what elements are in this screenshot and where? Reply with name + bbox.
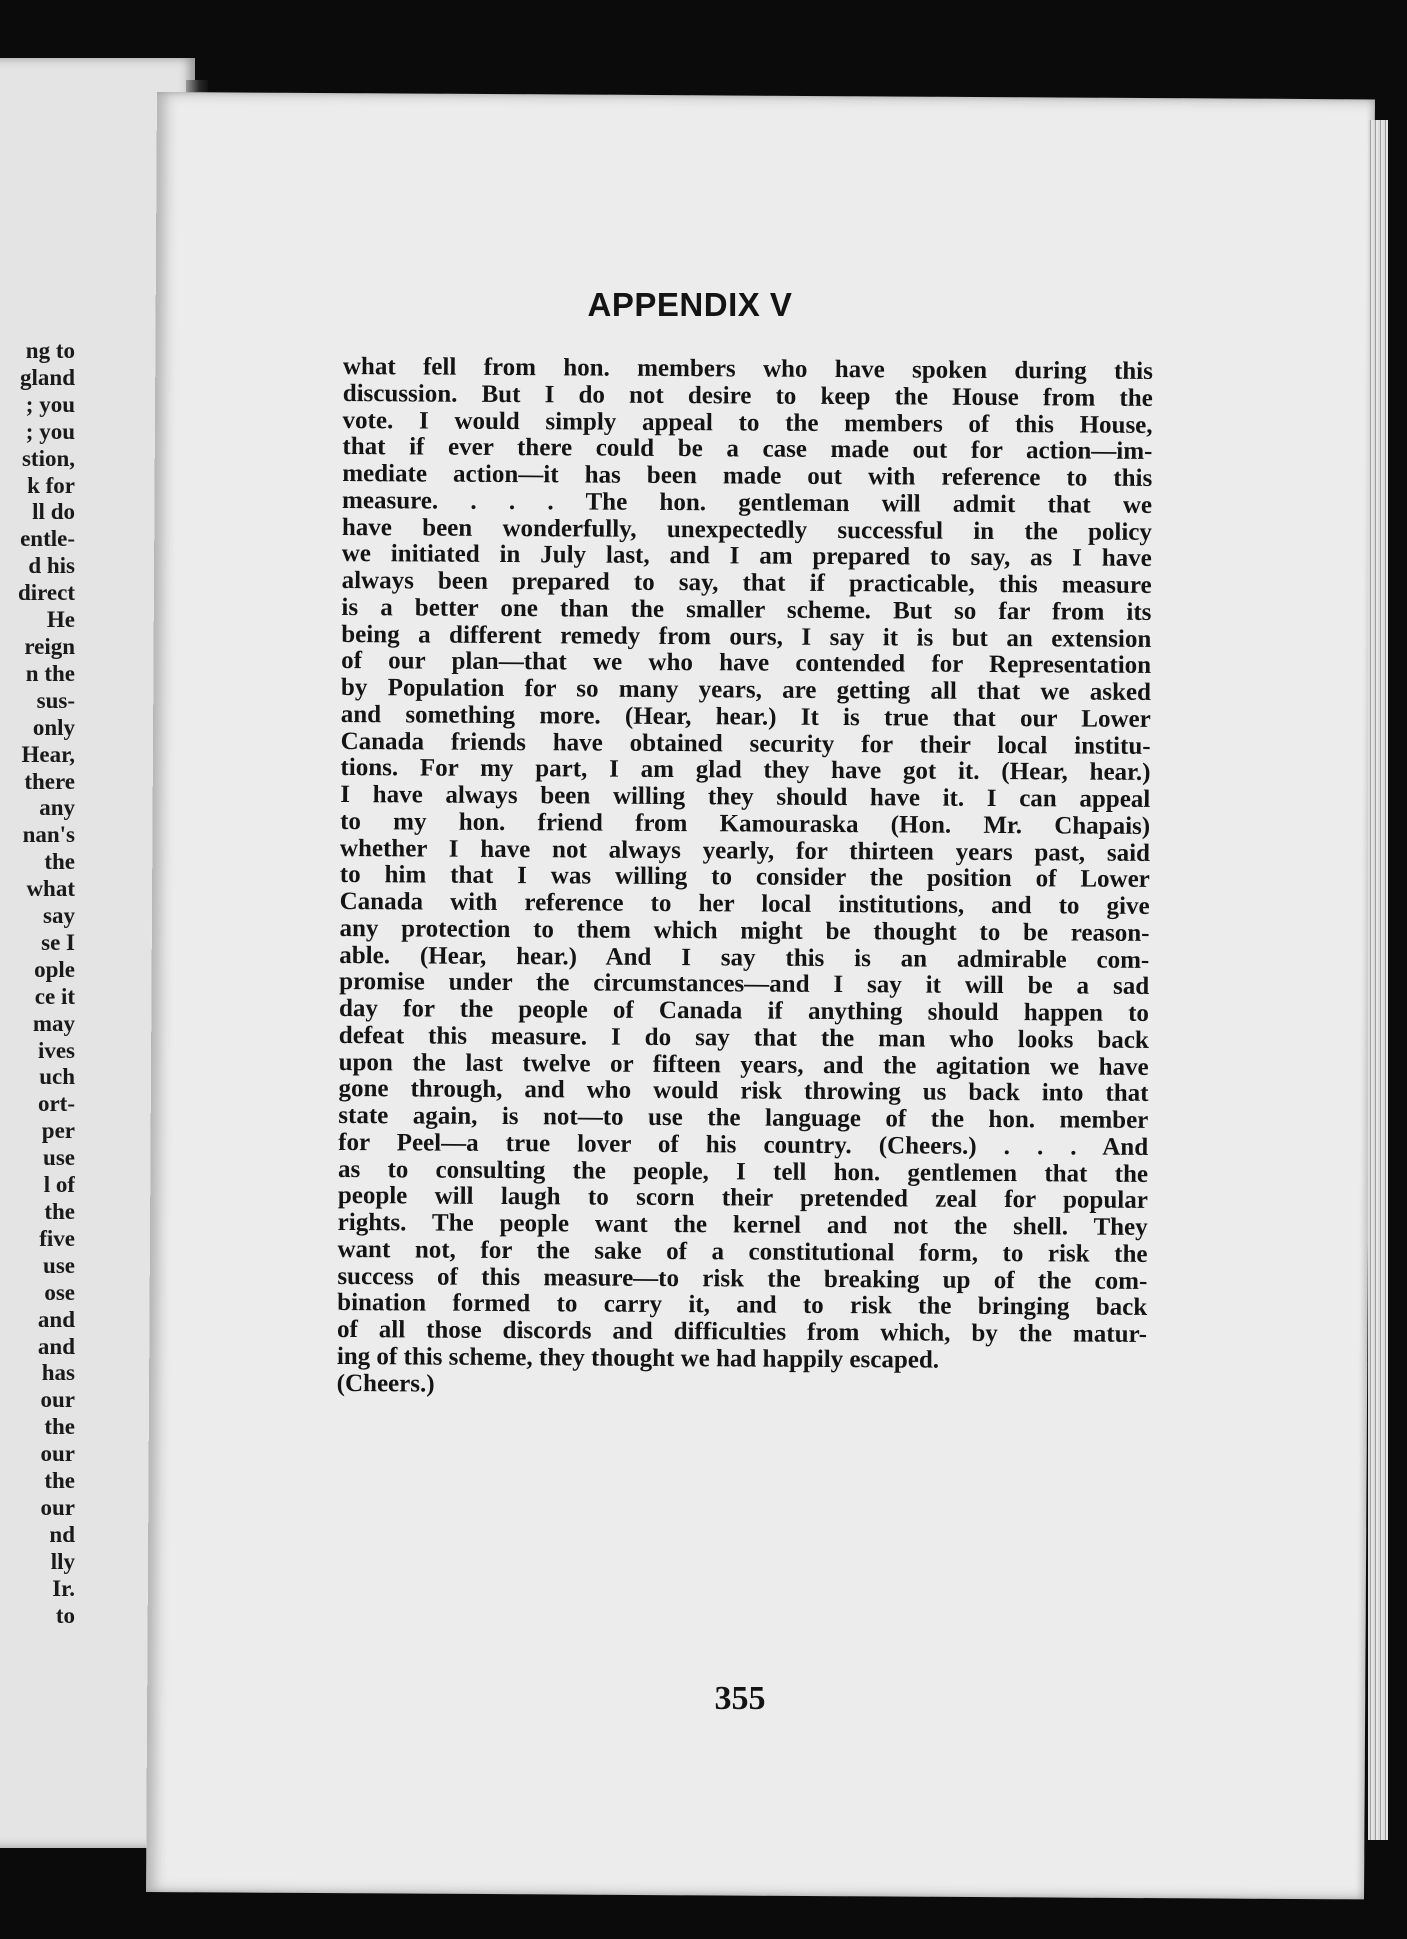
text-line: of our plan—that we who have contended for Representation (341, 647, 1152, 680)
left-page-line: Ir. (52, 1575, 75, 1601)
text-line: able. (Hear, hear.) And I say this is an admirable com- (339, 941, 1150, 974)
left-page-line: may (32, 1010, 75, 1036)
running-head: APPENDIX V (587, 286, 793, 323)
left-page-line: He (46, 607, 75, 633)
left-page-line: lly (50, 1548, 75, 1574)
text-line: day for the people of Canada if anything should happen to (338, 994, 1150, 1027)
text-line: measure. . . . The hon. gentleman will admit that we (342, 486, 1153, 519)
left-page-line: direct (17, 580, 75, 606)
text-line: we initiated in July last, and I am prepared to say, as I have (341, 540, 1152, 573)
left-page-line: ng to (25, 338, 75, 363)
text-line: ing of this scheme, they thought we had happily escaped. (336, 1342, 940, 1374)
left-page-line: to (55, 1602, 75, 1628)
left-page-line: our (40, 1387, 75, 1413)
left-page-line: ll do (32, 499, 75, 525)
text-line: promise under the circumstances—and I say it will be a sad (339, 968, 1150, 1001)
left-page-text (0, 338, 75, 1630)
text-line: success of this measure—to risk the breaking up of the com- (337, 1262, 1148, 1295)
left-page-line: l of (43, 1172, 75, 1198)
text-line: discussion. But I do not desire to keep the House from the (342, 379, 1153, 412)
text-line: is a better one than the smaller scheme. But so far from its (341, 593, 1152, 626)
text-line: any protection to them which might be thought to be reason- (339, 914, 1150, 947)
text-line: for Peel—a true lover of his country. (Cheers.) . . . And (338, 1128, 1149, 1161)
text-line: that if ever there could be a case made out for action—im- (342, 433, 1153, 466)
text-line: Canada friends have obtained security for their local institu- (340, 727, 1151, 760)
left-page-line: use (43, 1252, 75, 1278)
text-line: rights. The people want the kernel and not the shell. They (337, 1208, 1148, 1241)
text-line: have been wonderfully, unexpectedly successful in the policy (341, 513, 1153, 546)
text-line: state again, is not—to use the language of the hon. member (338, 1101, 1149, 1134)
text-line: gone through, and who would risk throwing us back into that (338, 1075, 1149, 1108)
text-line: (Cheers.) (336, 1369, 435, 1398)
left-page-line: Hear, (21, 741, 75, 767)
left-page-line: sus- (36, 687, 75, 713)
text-line: I have always been willing they should have it. I can appeal (340, 780, 1151, 813)
left-page-line: has (41, 1360, 75, 1386)
left-page-line: ort- (37, 1091, 75, 1117)
text-line: tions. For my part, I am glad they have got it. (Hear, hear.) (340, 754, 1151, 787)
page-number: 355 (714, 1680, 766, 1717)
left-page-line: and (37, 1333, 75, 1359)
left-page-line: gland (20, 364, 75, 390)
text-line: whether I have not always yearly, for thirteen years past, said (339, 834, 1151, 867)
left-page-line: our (40, 1441, 75, 1467)
left-page-line: what (26, 876, 75, 902)
page-edge-stack (1368, 120, 1388, 1840)
left-page-line: reign (24, 633, 75, 659)
left-page-line: the (44, 1414, 75, 1440)
left-page-line: ople (34, 956, 75, 982)
left-page-line: there (24, 768, 75, 794)
left-page-line: our (40, 1494, 75, 1520)
left-page-line: five (39, 1225, 75, 1251)
left-page-line: ose (44, 1279, 75, 1305)
left-page-line: and (37, 1306, 75, 1332)
left-page-line: say (43, 903, 75, 929)
text-line: defeat this measure. I do say that the man who looks back (338, 1021, 1149, 1054)
text-line: mediate action—it has been made out with reference to this (342, 459, 1153, 492)
text-line: as to consulting the people, I tell hon. gentlemen that the (337, 1155, 1149, 1188)
text-line: what fell from hon. members who have spoken during this (342, 353, 1153, 385)
left-page-line: the (44, 1468, 75, 1494)
text-line: always been prepared to say, that if practicable, this measure (341, 566, 1152, 599)
left-page-line: ; you (25, 391, 75, 417)
left-page-line: ce it (34, 983, 75, 1009)
left-page-line: k for (27, 472, 75, 498)
text-line: upon the last twelve or fifteen years, and the agitation we have (338, 1048, 1149, 1081)
left-page-line: stion, (21, 445, 75, 471)
left-page-line: ives (37, 1037, 75, 1063)
left-page-line: se I (41, 929, 75, 955)
text-line: people will laugh to scorn their pretended zeal for popular (337, 1182, 1148, 1215)
left-page-line: d his (28, 553, 75, 579)
text-line: by Population for so many years, are getting all that we asked (340, 673, 1152, 706)
body-text (337, 354, 1153, 1402)
left-page-line: the (44, 849, 75, 875)
text-line: of all those discords and difficulties from which, by the matur- (336, 1315, 1148, 1348)
left-page-line: any (39, 795, 75, 821)
text-line: want not, for the sake of a constitutional form, to risk the (337, 1235, 1148, 1268)
left-page-line: uch (39, 1064, 75, 1090)
left-page-line: nan's (22, 822, 75, 848)
left-page-line: ; you (25, 418, 75, 444)
text-line: to my hon. friend from Kamouraska (Hon. Mr. Chapais) (340, 807, 1151, 840)
left-page-line: the (44, 1199, 75, 1224)
left-page-line: n the (25, 660, 75, 686)
left-page-line: nd (49, 1521, 75, 1547)
text-line: bination formed to carry it, and to risk the bringing back (337, 1289, 1148, 1322)
text-line: Canada with reference to her local institutions, and to give (339, 887, 1150, 920)
left-page-line: only (32, 714, 75, 740)
text-line: and something more. (Hear, hear.) It is true that our Lower (340, 700, 1151, 733)
left-page-line: per (41, 1118, 75, 1144)
left-page-line: use (43, 1145, 75, 1171)
left-page-line: entle- (20, 526, 75, 552)
text-line: to him that I was willing to consider the position of Lower (339, 861, 1150, 894)
text-line: vote. I would simply appeal to the members of this House, (342, 406, 1153, 439)
text-line: being a different remedy from ours, I say it is but an extension (341, 620, 1152, 653)
